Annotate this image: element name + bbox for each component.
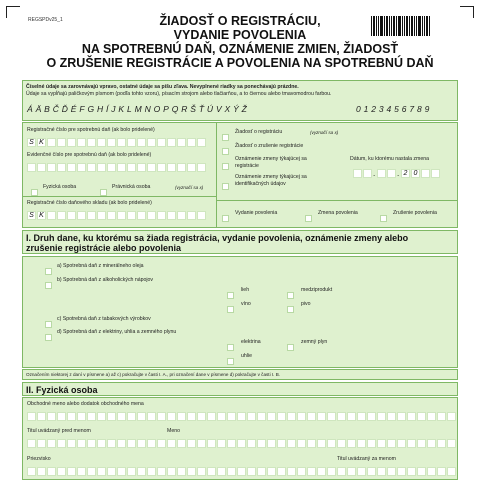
title-line-1: ŽIADOSŤ O REGISTRÁCIU,	[159, 14, 321, 28]
pivo-checkbox[interactable]	[287, 300, 294, 318]
oznamenie-registracie-line-2: registrácie	[235, 163, 259, 169]
vino-checkbox[interactable]	[227, 300, 234, 318]
year-digit-2: 2	[401, 169, 410, 178]
titul-za-label: Titul uvádzaný za menom	[337, 456, 396, 462]
reg-number-field[interactable]	[27, 138, 207, 147]
titul-za-field[interactable]	[337, 467, 457, 476]
form-title	[40, 14, 440, 70]
evid-number-label: Evidenčné číslo pre spotrebnú daň (ak bolo pridelené)	[27, 152, 152, 158]
titul-pred-field[interactable]	[27, 439, 167, 448]
oznamenie-udajov-checkbox[interactable]	[222, 177, 229, 195]
uhlie-checkbox[interactable]	[227, 352, 234, 370]
item-a-label: a) Spotrebná daň z minerálneho oleja	[57, 263, 144, 269]
lieh-label: lieh	[241, 287, 250, 293]
warehouse-prefix-k: K	[37, 211, 46, 220]
pivo-label: pivo	[301, 301, 311, 307]
instructions-line-2: Údaje sa vypĺňajú paličkovým písmom (podľa tohto vzoru), písacím strojom alebo tlačiarňou, a to čiernou alebo tmavomodrou farbou.	[26, 91, 332, 97]
ziadost-zrusenie-label: Žiadosť o zrušenie registrácie	[235, 143, 304, 149]
zemny-plyn-label: zemný plyn	[301, 339, 328, 345]
warehouse-number-field[interactable]	[27, 211, 207, 220]
form-code: REGSPDv25_1	[28, 17, 63, 23]
pravnicka-label: Právnická osoba	[112, 184, 151, 190]
obchodne-meno-field[interactable]	[27, 412, 457, 421]
item-d-label: d) Spotrebná daň z elektriny, uhlia a zemného plynu	[57, 329, 177, 335]
corner-mark-top-right	[460, 6, 474, 18]
sample-digits: 0123456789	[356, 104, 433, 114]
vyznacit-note-right: (vyznačí sa x)	[310, 130, 339, 135]
fyzicka-checkbox[interactable]	[31, 183, 38, 201]
datum-zmeny-label: Dátum, ku ktorému nastala zmena	[350, 156, 430, 162]
section-2-body	[22, 397, 458, 480]
item-b-checkbox[interactable]	[45, 276, 52, 294]
instructions-line-1: Číselné údaje sa zarovnávajú vpravo, ostatné údaje sa píšu zľava. Nevyplnené riadky sa ponechávajú prázdne.	[26, 84, 299, 90]
vyznacit-note-left: (vyznačí sa x)	[175, 185, 204, 190]
fyzicka-label: Fyzická osoba	[43, 184, 77, 190]
vino-label: víno	[241, 301, 251, 307]
section-2-header: II. Fyzická osoba	[22, 382, 458, 396]
titul-pred-label: Titul uvádzaný pred menom	[27, 428, 91, 434]
sample-letters: ÁÄBČĎÉFGHÍJKLMNOPQRŠŤÚVXÝŽ	[27, 104, 250, 114]
identification-block	[22, 122, 458, 228]
zrusenie-povolenia-label: Zrušenie povolenia	[393, 210, 437, 216]
oznamenie-registracie-checkbox[interactable]	[222, 157, 229, 175]
meno-field[interactable]	[167, 439, 457, 448]
vydanie-povolenia-checkbox[interactable]	[222, 209, 229, 227]
zmena-povolenia-checkbox[interactable]	[305, 209, 312, 227]
section-1-footnote: Označením niektorej z daní v písmene a) až c) pokračujte v časti I. A., pri označení dane v písmene d) pokračujte v časti I. B.	[22, 369, 458, 380]
reg-prefix-k: K	[37, 138, 46, 147]
evid-number-field[interactable]	[27, 163, 207, 172]
instructions-box	[22, 80, 458, 121]
elektrina-label: elektrina	[241, 339, 261, 345]
reg-number-label: Registračné číslo pre spotrebnú daň (ak bolo pridelené)	[27, 127, 155, 133]
vydanie-povolenia-label: Vydanie povolenia	[235, 210, 278, 216]
section-1-title-line-2: zrušenie registrácie alebo povolenia	[26, 243, 182, 253]
pravnicka-checkbox[interactable]	[100, 183, 107, 201]
section-1-title-line-1: I. Druh dane, ku ktorému sa žiada registrácia, vydanie povolenia, oznámenie zmeny alebo	[26, 233, 409, 243]
oznamenie-udajov-line-2: identifikačných údajov	[235, 181, 286, 187]
warehouse-label: Registračné číslo daňového skladu (ak bolo pridelené)	[27, 200, 152, 206]
obchodne-meno-label: Obchodné meno alebo dodatok obchodného mena	[27, 401, 144, 407]
oznamenie-registracie-line-1: Oznámenie zmeny týkajúcej sa	[235, 156, 307, 162]
item-d-checkbox[interactable]	[45, 328, 52, 346]
warehouse-prefix-s: S	[27, 211, 36, 220]
ziadost-registraciu-label: Žiadosť o registráciu	[235, 129, 283, 135]
oznamenie-udajov-line-1: Oznámenie zmeny týkajúcej sa	[235, 174, 307, 180]
section-1-body	[22, 256, 458, 368]
corner-mark-top-left	[6, 6, 20, 18]
priezvisko-label: Priezvisko	[27, 456, 51, 462]
section-1-header	[22, 230, 458, 254]
zrusenie-povolenia-checkbox[interactable]	[380, 209, 387, 227]
datum-zmeny-field[interactable]: . . 2 0	[353, 169, 441, 178]
medziprodukt-label: medziprodukt	[301, 287, 333, 293]
zmena-povolenia-label: Zmena povolenia	[318, 210, 358, 216]
uhlie-label: uhlie	[241, 353, 252, 359]
title-line-4: O ZRUŠENIE REGISTRÁCIE A POVOLENIA NA SPOTREBNÚ DAŇ	[46, 56, 434, 70]
year-digit-0: 0	[411, 169, 420, 178]
priezvisko-field[interactable]	[27, 467, 337, 476]
title-line-2: VYDANIE POVOLENIA	[173, 28, 307, 42]
item-c-label: c) Spotrebná daň z tabakových výrobkov	[57, 316, 151, 322]
meno-label: Meno	[167, 428, 180, 434]
reg-prefix-s: S	[27, 138, 36, 147]
title-line-3: NA SPOTREBNÚ DAŇ, OZNÁMENIE ZMIEN, ŽIADOSŤ	[81, 42, 399, 56]
zemny-plyn-checkbox[interactable]	[287, 338, 294, 356]
item-b-label: b) Spotrebná daň z alkoholických nápojov	[57, 277, 154, 283]
